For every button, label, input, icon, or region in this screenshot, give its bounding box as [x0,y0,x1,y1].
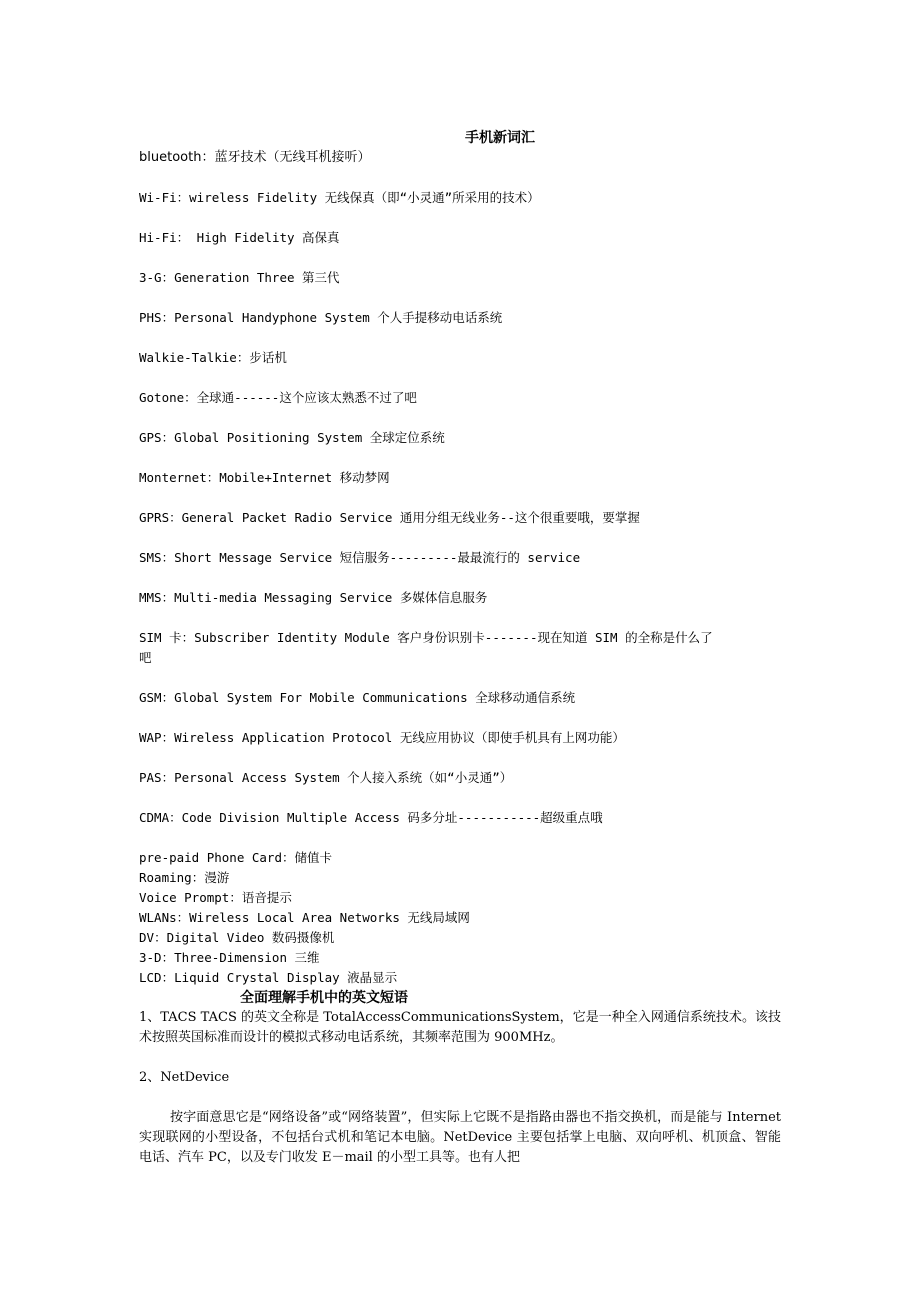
vocab-term: PAS [139,770,162,785]
vocab-entry-compact: 3-D：Three-Dimension 三维 [139,950,320,965]
vocab-entry: Walkie-Talkie：步话机 [139,350,287,365]
vocab-entry: GSM：Global System For Mobile Communications 全球移动通信系统 [139,690,576,705]
vocab-term: CDMA [139,810,170,825]
vocab-entry: CDMA：Code Division Multiple Access 码多分址-----------超级重点哦 [139,810,603,825]
vocab-term: pre-paid Phone Card [139,850,282,865]
vocab-term: 3-D [139,950,162,965]
vocab-term: SMS [139,550,162,565]
vocab-entry: bluetooth：蓝牙技术（无线耳机接听） [139,150,371,165]
vocab-term: Gotone [139,390,185,405]
vocab-term: GPS [139,430,162,445]
vocab-term: Wi-Fi [139,190,177,205]
vocab-entry-compact: Voice Prompt：语音提示 [139,890,292,905]
vocab-definition: General Packet Radio Service 通用分组无线业务--这个很重要哦，要掌握 [181,510,640,525]
vocab-term: Roaming [139,870,192,885]
vocab-term: 3-G [139,270,162,285]
document-title: 手机新词汇 [465,130,535,146]
vocab-term: Voice Prompt [139,890,230,905]
vocab-entry: SMS：Short Message Service 短信服务---------最最流行的 service [139,550,581,565]
vocab-definition: Personal Handyphone System 个人手提移动电话系统 [174,310,503,325]
vocab-definition: Three-Dimension 三维 [174,950,320,965]
vocab-entry-compact: WLANs：Wireless Local Area Networks 无线局域网 [139,910,470,925]
vocab-entry: MMS：Multi-media Messaging Service 多媒体信息服务 [139,590,488,605]
vocab-term: MMS [139,590,162,605]
vocab-entry: Hi-Fi： High Fidelity 高保真 [139,230,340,245]
vocab-definition: Short Message Service 短信服务---------最最流行的 service [174,550,581,565]
vocab-definition: 储值卡 [294,850,333,865]
vocab-definition: Liquid Crystal Display 液晶显示 [174,970,398,985]
document-body [139,128,781,1168]
vocab-term: Monternet [139,470,207,485]
vocab-entry: 3-G：Generation Three 第三代 [139,270,340,285]
vocab-definition: 全球通------这个应该太熟悉不过了吧 [196,390,417,405]
vocab-definition: 语音提示 [241,890,292,905]
item-2-heading: 2、NetDevice [139,1070,230,1085]
vocab-definition: Wireless Application Protocol 无线应用协议（即使手机具有上网功能） [174,730,625,745]
vocab-entry: Gotone：全球通------这个应该太熟悉不过了吧 [139,390,417,405]
vocab-definition: Global Positioning System 全球定位系统 [174,430,445,445]
paragraph-item-1: 1、TACS TACS 的英文全称是 TotalAccessCommunicationsSystem，它是一种全入网通信系统技术。该技术按照英国标准而设计的模拟式移动电话系统，其频率范围为 900MHz。 [139,1010,781,1045]
vocab-definition: Global System For Mobile Communications 全球移动通信系统 [174,690,576,705]
vocab-definition: Multi-media Messaging Service 多媒体信息服务 [174,590,488,605]
vocab-term: WAP [139,730,162,745]
vocab-definition: Personal Access System 个人接入系统（如“小灵通”） [174,770,513,785]
vocab-entry: GPS：Global Positioning System 全球定位系统 [139,430,445,445]
vocab-entry: WAP：Wireless Application Protocol 无线应用协议（即使手机具有上网功能） [139,730,625,745]
vocab-entry: PHS：Personal Handyphone System 个人手提移动电话系统 [139,310,503,325]
vocab-definition: 漫游 [204,870,230,885]
vocab-entry-compact: LCD：Liquid Crystal Display 液晶显示 [139,970,398,985]
vocab-term: bluetooth [139,150,202,165]
vocab-term: LCD [139,970,162,985]
vocab-term: Walkie-Talkie [139,350,237,365]
section-title: 全面理解手机中的英文短语 [240,990,408,1006]
vocab-term: WLANs [139,910,177,925]
vocab-entry-compact: DV：Digital Video 数码摄像机 [139,930,335,945]
vocab-term: PHS [139,310,162,325]
vocab-term: GSM [139,690,162,705]
vocab-definition: Mobile+Internet 移动梦网 [219,470,390,485]
vocab-definition: wireless Fidelity 无线保真（即“小灵通”所采用的技术） [189,190,540,205]
vocab-entry-compact: pre-paid Phone Card：储值卡 [139,850,333,865]
vocab-entry: PAS：Personal Access System 个人接入系统（如“小灵通”） [139,770,513,785]
paragraph-item-2: 按字面意思它是“网络设备”或“网络装置”，但实际上它既不是指路由器也不指交换机，而是能与 Internet 实现联网的小型设备，不包括台式机和笔记本电脑。NetDevice 主要包括掌上电脑、双向呼机、机顶盒、智能电话、汽车 PC，以及专门收发 E－mail 的小型工具等。也有人把 [139,1110,781,1165]
vocab-entry-compact: Roaming：漫游 [139,870,230,885]
vocab-definition: High Fidelity 高保真 [189,230,340,245]
vocab-term: DV [139,930,155,945]
vocab-entry: Wi-Fi：wireless Fidelity 无线保真（即“小灵通”所采用的技术） [139,190,540,205]
vocab-entry-sim: SIM 卡：Subscriber Identity Module 客户身份识别卡-------现在知道 SIM 的全称是什么了 [139,630,713,645]
vocab-definition: 蓝牙技术（无线耳机接听） [214,150,371,165]
vocab-definition: Digital Video 数码摄像机 [166,930,335,945]
vocab-definition: 步话机 [249,350,287,365]
vocab-entry: Monternet：Mobile+Internet 移动梦网 [139,470,390,485]
vocab-entry-sim-wrap: 吧 [139,650,152,665]
vocab-term: GPRS [139,510,170,525]
vocab-definition: Generation Three 第三代 [174,270,340,285]
vocab-entry: GPRS：General Packet Radio Service 通用分组无线业务--这个很重要哦，要掌握 [139,510,640,525]
vocab-definition: Wireless Local Area Networks 无线局域网 [189,910,470,925]
vocab-definition: Code Division Multiple Access 码多分址-----------超级重点哦 [181,810,603,825]
vocab-term: Hi-Fi [139,230,177,245]
